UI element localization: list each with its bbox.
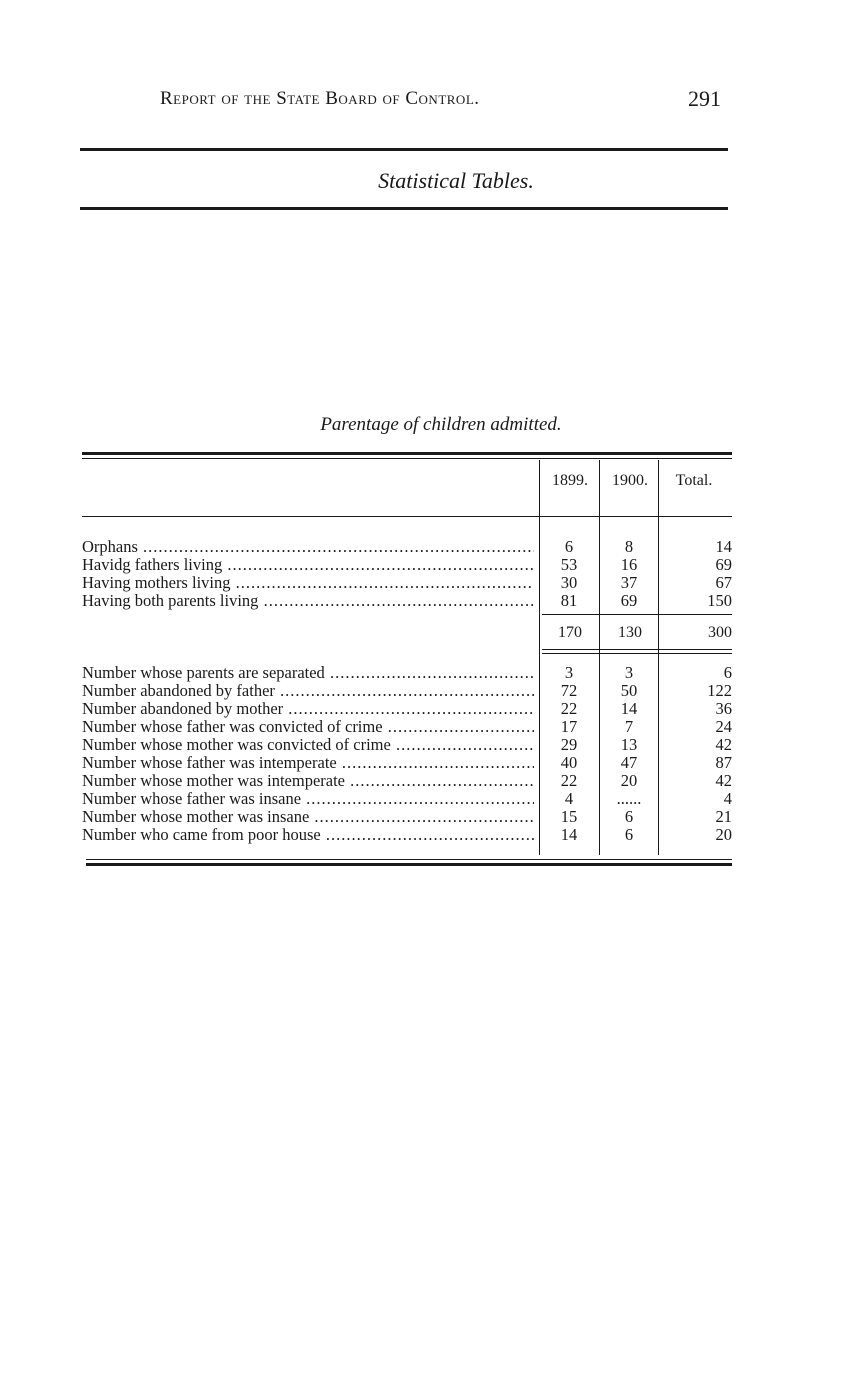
- value-1899: 81: [560, 591, 578, 610]
- row-label: Number whose father was insane .....: [82, 790, 534, 808]
- value-1899: 72: [560, 681, 578, 700]
- table-top-rule-thin: [82, 458, 732, 459]
- table-row: [82, 538, 732, 556]
- row-label: Number abandoned by mother .....: [82, 700, 534, 718]
- column-header-total: Total.: [675, 472, 713, 489]
- table-bottom-rule-thin: [86, 859, 732, 860]
- value-1900: 20: [620, 771, 638, 790]
- section-rule: [80, 207, 728, 210]
- value-1899: 29: [560, 735, 578, 754]
- value-total: 21: [715, 807, 732, 826]
- row-label: Number whose father was intemperate .....: [82, 754, 534, 772]
- value-1900: 7: [624, 717, 634, 736]
- table-row: [82, 754, 732, 772]
- value-total: 87: [715, 753, 732, 772]
- table-top-rule: [82, 452, 732, 455]
- row-label: Number whose father was convicted of crime .....: [82, 718, 534, 736]
- subtotal-1899: 170: [558, 624, 582, 641]
- table-row: [82, 664, 732, 682]
- table-row: [82, 790, 732, 808]
- table-row: [82, 574, 732, 592]
- value-1899: 22: [560, 771, 578, 790]
- page-number: 291: [688, 86, 721, 111]
- value-1899: 53: [560, 555, 578, 574]
- row-label: Havidg fathers living .....: [82, 556, 534, 574]
- value-1899: 17: [560, 717, 578, 736]
- value-1899: 3: [564, 663, 574, 682]
- subtotal-total: 300: [708, 624, 732, 641]
- table-row: [82, 736, 732, 754]
- table-row: [82, 772, 732, 790]
- value-1899: 4: [564, 789, 574, 808]
- value-1899: 6: [564, 537, 574, 556]
- row-label: Number abandoned by father .....: [82, 682, 534, 700]
- top-rule: [80, 148, 728, 151]
- value-total: 6: [723, 663, 732, 682]
- value-1900: 50: [620, 681, 638, 700]
- value-total: 24: [715, 717, 732, 736]
- subtotal-rule: [542, 614, 732, 615]
- value-1900: ......: [616, 789, 642, 808]
- value-1900: 47: [620, 753, 638, 772]
- table-row: [82, 682, 732, 700]
- value-total: 69: [715, 555, 732, 574]
- value-total: 14: [715, 537, 732, 556]
- value-total: 122: [707, 681, 732, 700]
- row-label: Number who came from poor house .....: [82, 826, 534, 844]
- row-label: Having mothers living .....: [82, 574, 534, 592]
- value-total: 42: [715, 735, 732, 754]
- value-total: 4: [723, 789, 732, 808]
- column-header-1899: 1899.: [552, 472, 588, 489]
- value-1900: 8: [624, 537, 634, 556]
- value-total: 20: [715, 825, 732, 844]
- value-1899: 40: [560, 753, 578, 772]
- value-total: 36: [715, 699, 732, 718]
- column-header-1900: 1900.: [612, 472, 648, 489]
- row-label: Orphans .....: [82, 538, 534, 556]
- table-row: [82, 592, 732, 610]
- value-1899: 14: [560, 825, 578, 844]
- value-total: 150: [707, 591, 732, 610]
- value-1900: 69: [620, 591, 638, 610]
- parentage-table: [82, 452, 732, 872]
- value-1900: 6: [624, 807, 634, 826]
- table-row: [82, 700, 732, 718]
- subtotal-1900: 130: [618, 624, 642, 641]
- section-title: Statistical Tables.: [378, 168, 534, 193]
- row-label: Number whose mother was insane .....: [82, 808, 534, 826]
- header-rule: [82, 516, 732, 517]
- row-label: Having both parents living .....: [82, 592, 534, 610]
- row-label: Number whose mother was convicted of crime .....: [82, 736, 534, 754]
- running-head: Report of the State Board of Control.: [160, 88, 480, 109]
- table-row: [82, 826, 732, 844]
- value-1900: 37: [620, 573, 638, 592]
- row-label: Number whose mother was intemperate .....: [82, 772, 534, 790]
- table-row: [82, 808, 732, 826]
- row-label: Number whose parents are separated .....: [82, 664, 534, 682]
- value-1900: 6: [624, 825, 634, 844]
- subtotal-double-rule: [542, 649, 732, 650]
- value-total: 42: [715, 771, 732, 790]
- table-bottom-rule: [86, 863, 732, 866]
- value-1899: 22: [560, 699, 578, 718]
- value-1899: 15: [560, 807, 578, 826]
- table-row: [82, 556, 732, 574]
- table-caption: Parentage of children admitted.: [320, 414, 562, 435]
- value-1900: 16: [620, 555, 638, 574]
- table-row: [82, 718, 732, 736]
- value-1900: 13: [620, 735, 638, 754]
- value-total: 67: [715, 573, 732, 592]
- subtotal-double-rule: [542, 653, 732, 654]
- value-1900: 3: [624, 663, 634, 682]
- value-1899: 30: [560, 573, 578, 592]
- value-1900: 14: [620, 699, 638, 718]
